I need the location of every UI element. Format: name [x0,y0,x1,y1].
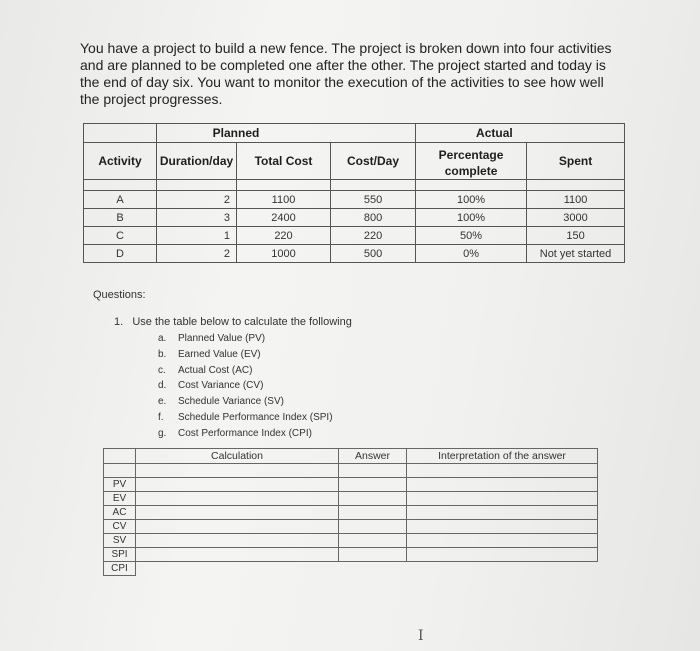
sub-item-text: Cost Variance (CV) [178,380,264,392]
table-header-cell [104,449,136,464]
row-label: SPI [104,548,136,562]
percentage-cell: 100% [416,209,527,227]
interpretation-cell[interactable] [407,492,598,506]
answer-cell[interactable] [339,548,407,562]
sub-item [158,331,333,347]
question-1: 1. Use the table below to calculate the following [114,316,352,328]
spent-cell: 1100 [527,191,625,209]
sub-item-letter: g. [158,427,167,439]
empty-cell [136,562,339,576]
sub-item [158,378,333,394]
table-row [104,492,598,506]
cost-day-cell: 800 [331,209,416,227]
answer-cell[interactable] [339,506,407,520]
sub-item-text: Schedule Variance (SV) [178,396,284,408]
spent-cell: Not yet started [527,245,625,263]
answer-cell[interactable] [339,464,407,478]
sub-item [158,410,333,426]
table-row [104,478,598,492]
calculation-cell[interactable] [136,548,339,562]
percentage-cell: 100% [416,191,527,209]
table-row [104,534,598,548]
cost-day-cell: 550 [331,191,416,209]
column-header-cost-day: Cost/Day [331,143,416,180]
table-row [84,227,625,245]
sub-item-text: Planned Value (PV) [178,333,266,344]
spent-cell: 150 [527,227,625,245]
total-cost-cell: 2400 [237,209,331,227]
project-activities-table [83,123,625,263]
row-label: SV [104,534,136,548]
spacer-cell [104,464,136,478]
table-row [104,548,598,562]
spacer-cell [331,180,416,191]
sub-item-letter: b. [158,348,167,360]
interpretation-cell[interactable] [407,464,598,478]
spacer-cell [237,180,331,191]
calculation-cell[interactable] [136,464,339,478]
table-row [84,209,625,227]
column-header-answer: Answer [339,449,407,464]
intro-line: the end of day six. You want to monitor the execution of the activities to see how well [80,74,604,90]
table-row [84,245,625,263]
row-label: CV [104,520,136,534]
column-header-activity: Activity [84,143,157,180]
duration-cell: 2 [157,191,237,209]
calculation-cell[interactable] [136,492,339,506]
interpretation-cell[interactable] [407,506,598,520]
interpretation-cell[interactable] [407,520,598,534]
intro-line: and are planned to be completed one after the other. The project started and today is [80,57,606,73]
text-cursor-icon: I [418,628,424,644]
interpretation-cell[interactable] [407,548,598,562]
table-row [104,562,598,576]
row-label: CPI [104,562,136,576]
sub-item-text: Cost Performance Index (CPI) [178,427,312,439]
cost-day-cell: 220 [331,227,416,245]
activity-cell: D [84,245,157,263]
sub-item-text: Earned Value (EV) [178,348,261,360]
column-header-percentage: Percentage complete [416,143,527,180]
column-header-interpretation: Interpretation of the answer [407,449,598,464]
sub-item-letter: a. [158,333,167,344]
sub-item-letter: d. [158,380,167,392]
calculation-cell[interactable] [136,478,339,492]
column-header-spent: Spent [527,143,625,180]
actual-group-header: Actual [416,124,625,143]
percentage-cell: 50% [416,227,527,245]
sub-item-letter: f. [158,411,164,423]
spacer-cell [84,180,157,191]
sub-item-letter: c. [158,364,166,376]
total-cost-cell: 1000 [237,245,331,263]
spent-cell: 3000 [527,209,625,227]
empty-cell [339,562,407,576]
table-row [104,506,598,520]
sub-item [158,426,333,442]
table-header-cell [84,124,157,143]
sub-item-text: Schedule Performance Index (SPI) [178,411,333,423]
calculation-cell[interactable] [136,506,339,520]
intro-line: the project progresses. [80,91,223,107]
activity-cell: C [84,227,157,245]
calculation-cell[interactable] [136,520,339,534]
column-header-calculation: Calculation [136,449,339,464]
percentage-cell: 0% [416,245,527,263]
answer-cell[interactable] [339,520,407,534]
question-sub-items [158,331,333,442]
sub-item-letter: e. [158,396,167,408]
total-cost-cell: 220 [237,227,331,245]
questions-label: Questions: [93,289,146,301]
row-label: EV [104,492,136,506]
answer-cell[interactable] [339,492,407,506]
table-row [104,520,598,534]
table-row [84,191,625,209]
cost-day-cell: 500 [331,245,416,263]
column-header-total-cost: Total Cost [237,143,331,180]
spacer-cell [416,180,527,191]
sub-item [158,363,333,379]
intro-line: You have a project to build a new fence. The project is broken down into four activities [80,40,612,56]
activity-cell: B [84,209,157,227]
sub-item [158,394,333,410]
sub-item [158,347,333,363]
duration-cell: 3 [157,209,237,227]
duration-cell: 2 [157,245,237,263]
answer-cell[interactable] [339,534,407,548]
answer-table [103,448,598,576]
interpretation-cell[interactable] [407,478,598,492]
table-row [104,464,598,478]
duration-cell: 1 [157,227,237,245]
activity-cell: A [84,191,157,209]
row-label: PV [104,478,136,492]
planned-group-header: Planned [157,124,416,143]
sub-item-text: Actual Cost (AC) [178,364,253,376]
empty-cell [407,562,598,576]
total-cost-cell: 1100 [237,191,331,209]
interpretation-cell[interactable] [407,534,598,548]
row-label: AC [104,506,136,520]
spacer-cell [157,180,237,191]
answer-cell[interactable] [339,478,407,492]
calculation-cell[interactable] [136,534,339,548]
intro-paragraph [80,40,620,108]
spacer-cell [527,180,625,191]
column-header-duration: Duration/day [157,143,237,180]
